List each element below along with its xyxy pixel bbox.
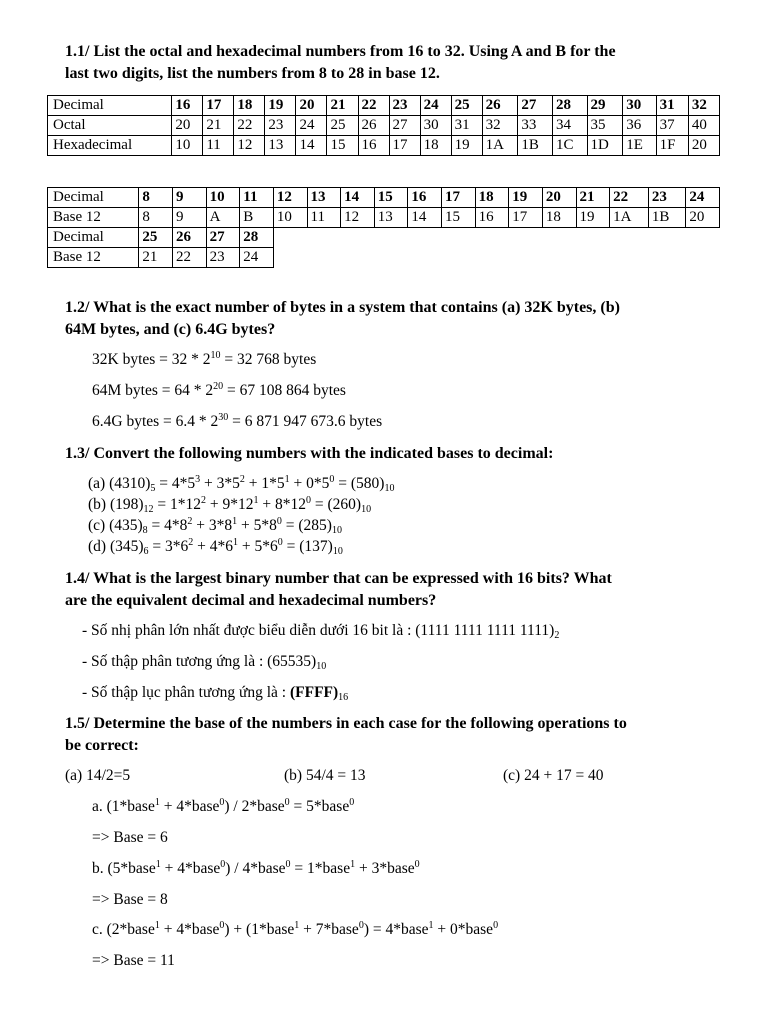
table-cell: 9 — [173, 208, 207, 228]
table-row — [48, 188, 720, 208]
table-cell: 23 — [265, 116, 296, 136]
operation-c: (c) 24 + 17 = 40 — [503, 767, 604, 784]
table-cell: 13 — [265, 136, 296, 156]
question-1-2-title-line2: 64M bytes, and (c) 6.4G bytes? — [65, 321, 276, 338]
table-cell: 10 — [273, 208, 307, 228]
base12-table — [47, 187, 720, 268]
table-row — [48, 208, 720, 228]
table-cell: 19 — [265, 96, 296, 116]
table-cell: 23 — [648, 188, 685, 208]
table-cell: 21 — [203, 116, 234, 136]
table-cell: 19 — [509, 188, 543, 208]
table-cell: 14 — [296, 136, 327, 156]
table-cell: 31 — [656, 96, 688, 116]
table-cell: 11 — [240, 188, 274, 208]
answer-1-5-a-equation: a. (1*base$^1$ + 4*base$^0$) / 2*base$^0$ = 5*base$^0$ — [92, 797, 355, 815]
empty-cell — [648, 248, 685, 268]
table-cell: 21 — [576, 188, 610, 208]
empty-cell — [542, 228, 576, 248]
table-cell: 17 — [389, 136, 420, 156]
table-cell: 9 — [173, 188, 207, 208]
table-cell: 8 — [139, 188, 173, 208]
answer-1-2-c: 6.4G bytes = $6.4 * 2^{30} = 6$ 871 947 673.6 bytes — [92, 412, 383, 430]
table-cell: 15 — [374, 188, 408, 208]
table-cell: 18 — [475, 188, 509, 208]
table-cell: 22 — [234, 116, 265, 136]
table-cell: 22 — [610, 188, 649, 208]
table-row — [48, 248, 720, 268]
empty-cell — [273, 228, 307, 248]
empty-cell — [374, 248, 408, 268]
table-cell: 27 — [389, 116, 420, 136]
table-cell: 37 — [656, 116, 688, 136]
table-cell: 17 — [442, 188, 476, 208]
table-cell: 23 — [389, 96, 420, 116]
question-1-2-title-line1: 1.2/ What is the exact number of bytes in a system that contains (a) 32K bytes, (b) — [65, 299, 620, 316]
empty-cell — [576, 228, 610, 248]
table-cell: 24 — [686, 188, 720, 208]
operation-a: (a) 14/2=5 — [65, 767, 131, 784]
table-cell: 14 — [341, 188, 375, 208]
table-cell: 1D — [587, 136, 623, 156]
table-cell: 21 — [139, 248, 173, 268]
empty-cell — [509, 228, 543, 248]
table-cell: 1C — [552, 136, 587, 156]
table-cell: 21 — [327, 96, 358, 116]
answer-1-4-binary: - Số nhị phân lớn nhất được biểu diễn dưới 16 bit là : (1111 1111 1111 $1111)_2$ — [82, 622, 560, 641]
answer-1-5-b-equation: b. (5*base$^1$ + 4*base$^0$) / 4*base$^0$ = 1*base$^1$ + 3*base$^0$ — [92, 859, 420, 877]
table-cell: 13 — [374, 208, 408, 228]
table-cell: 22 — [358, 96, 389, 116]
table-cell: 16 — [475, 208, 509, 228]
table-cell: 22 — [173, 248, 207, 268]
table-cell: 35 — [587, 116, 623, 136]
table-cell: 16 — [172, 96, 203, 116]
table-cell: 19 — [576, 208, 610, 228]
table-row — [48, 96, 720, 116]
empty-cell — [307, 248, 341, 268]
empty-cell — [374, 228, 408, 248]
table-cell: 17 — [509, 208, 543, 228]
table-cell: 26 — [358, 116, 389, 136]
table-row — [48, 116, 720, 136]
table-cell: 40 — [688, 116, 719, 136]
table-cell: 14 — [408, 208, 442, 228]
table-cell: 18 — [234, 96, 265, 116]
table-cell: 28 — [240, 228, 274, 248]
empty-cell — [408, 228, 442, 248]
answer-1-5-b-result: => Base = 8 — [92, 891, 168, 908]
table-cell: 20 — [686, 208, 720, 228]
octal-hex-table — [47, 95, 720, 156]
table-cell: 1E — [623, 136, 656, 156]
table-cell: 23 — [206, 248, 240, 268]
table-cell: 10 — [172, 136, 203, 156]
table-cell: 12 — [273, 188, 307, 208]
row-label: Octal — [48, 116, 172, 136]
row-label: Decimal — [48, 96, 172, 116]
empty-cell — [610, 248, 649, 268]
empty-cell — [576, 248, 610, 268]
table-cell: 1A — [482, 136, 518, 156]
empty-cell — [610, 228, 649, 248]
table-cell: 1B — [518, 136, 553, 156]
answer-1-5-a-result: => Base = 6 — [92, 829, 168, 846]
empty-cell — [341, 248, 375, 268]
table-cell: 27 — [206, 228, 240, 248]
table-cell: 34 — [552, 116, 587, 136]
row-label: Base 12 — [48, 248, 139, 268]
empty-cell — [686, 228, 720, 248]
empty-cell — [475, 248, 509, 268]
empty-cell — [408, 248, 442, 268]
table-cell: B — [240, 208, 274, 228]
empty-cell — [273, 248, 307, 268]
row-label: Hexadecimal — [48, 136, 172, 156]
table-cell: 17 — [203, 96, 234, 116]
empty-cell — [475, 228, 509, 248]
question-1-5-title-line1: 1.5/ Determine the base of the numbers in each case for the following operations to — [65, 715, 627, 732]
question-1-1-title-line1: 1.1/ List the octal and hexadecimal numbers from 16 to 32. Using A and B for the — [65, 43, 616, 60]
answer-1-4-hex: - Số thập lục phân tương ứng là : $(FFFF)_{16}$ — [82, 684, 349, 703]
table-cell: 29 — [587, 96, 623, 116]
table-cell: 28 — [552, 96, 587, 116]
row-label: Decimal — [48, 228, 139, 248]
table-cell: 1B — [648, 208, 685, 228]
table-cell: 11 — [203, 136, 234, 156]
table-cell: 24 — [296, 116, 327, 136]
table-cell: 11 — [307, 208, 341, 228]
table-cell: 25 — [327, 116, 358, 136]
question-1-1-title-line2: last two digits, list the numbers from 8 to 28 in base 12. — [65, 65, 440, 82]
table-cell: 33 — [518, 116, 553, 136]
table-cell: 12 — [341, 208, 375, 228]
empty-cell — [509, 248, 543, 268]
table-cell: 15 — [327, 136, 358, 156]
table-cell: A — [206, 208, 240, 228]
table-cell: 24 — [420, 96, 451, 116]
table-cell: 26 — [173, 228, 207, 248]
answer-1-5-c-result: => Base = 11 — [92, 952, 175, 969]
table-cell: 27 — [518, 96, 553, 116]
question-1-4-title-line2: are the equivalent decimal and hexadecimal numbers? — [65, 592, 437, 609]
table-cell: 10 — [206, 188, 240, 208]
table-cell: 20 — [542, 188, 576, 208]
table-cell: 25 — [139, 228, 173, 248]
table-cell: 1A — [610, 208, 649, 228]
table-cell: 16 — [408, 188, 442, 208]
table-cell: 30 — [623, 96, 656, 116]
table-cell: 26 — [482, 96, 518, 116]
table-cell: 13 — [307, 188, 341, 208]
table-cell: 30 — [420, 116, 451, 136]
answer-1-3-c: (c) $(435)_8 = 4*8^2 + 3*8^1 + 5*8^0 = (285)_{10}$ — [88, 516, 342, 536]
table-row — [48, 136, 720, 156]
row-label: Decimal — [48, 188, 139, 208]
table-cell: 16 — [358, 136, 389, 156]
table-cell: 24 — [240, 248, 274, 268]
table-cell: 32 — [688, 96, 719, 116]
empty-cell — [542, 248, 576, 268]
table-cell: 25 — [451, 96, 482, 116]
answer-1-4-decimal: - Số thập phân tương ứng là : $(65535)_{10}$ — [82, 653, 327, 672]
question-1-4-title-line1: 1.4/ What is the largest binary number that can be expressed with 16 bits? What — [65, 570, 612, 587]
table-cell: 31 — [451, 116, 482, 136]
answer-1-5-c-equation: c. (2*base$^1$ + 4*base$^0$) + (1*base$^1$ + 7*base$^0$) = 4*base$^1$ + 0*base$^0$ — [92, 920, 499, 938]
table-cell: 18 — [420, 136, 451, 156]
empty-cell — [442, 248, 476, 268]
answer-1-2-a: 32K bytes = $32 * 2^{10} = 32$ 768 bytes — [92, 350, 317, 368]
answer-1-3-a: (a) $(4310)_5 = 4*5^3 + 3*5^2 + 1*5^1 + 0*5^0 = (580)_{10}$ — [88, 474, 395, 494]
table-cell: 8 — [139, 208, 173, 228]
table-cell: 1F — [656, 136, 688, 156]
empty-cell — [686, 248, 720, 268]
answer-1-3-d: (d) $(345)_6 = 3*6^2 + 4*6^1 + 5*6^0 = (137)_{10}$ — [88, 537, 343, 557]
table-cell: 20 — [296, 96, 327, 116]
table-cell: 20 — [688, 136, 719, 156]
table-cell: 12 — [234, 136, 265, 156]
empty-cell — [442, 228, 476, 248]
table-cell: 15 — [442, 208, 476, 228]
table-row — [48, 228, 720, 248]
answer-1-2-b: 64M bytes = $64 * 2^{20} = 67$ 108 864 bytes — [92, 381, 346, 399]
empty-cell — [341, 228, 375, 248]
row-label: Base 12 — [48, 208, 139, 228]
table-cell: 20 — [172, 116, 203, 136]
table-cell: 32 — [482, 116, 518, 136]
table-cell: 18 — [542, 208, 576, 228]
empty-cell — [307, 228, 341, 248]
table-cell: 19 — [451, 136, 482, 156]
operation-b: (b) 54/4 = 13 — [284, 767, 366, 784]
question-1-3-title: 1.3/ Convert the following numbers with the indicated bases to decimal: — [65, 445, 554, 462]
question-1-5-title-line2: be correct: — [65, 737, 139, 754]
answer-1-3-b: (b) $(198)_{12} = 1*12^2 + 9*12^1 + 8*12^0 = (260)_{10}$ — [88, 495, 372, 515]
empty-cell — [648, 228, 685, 248]
table-cell: 36 — [623, 116, 656, 136]
